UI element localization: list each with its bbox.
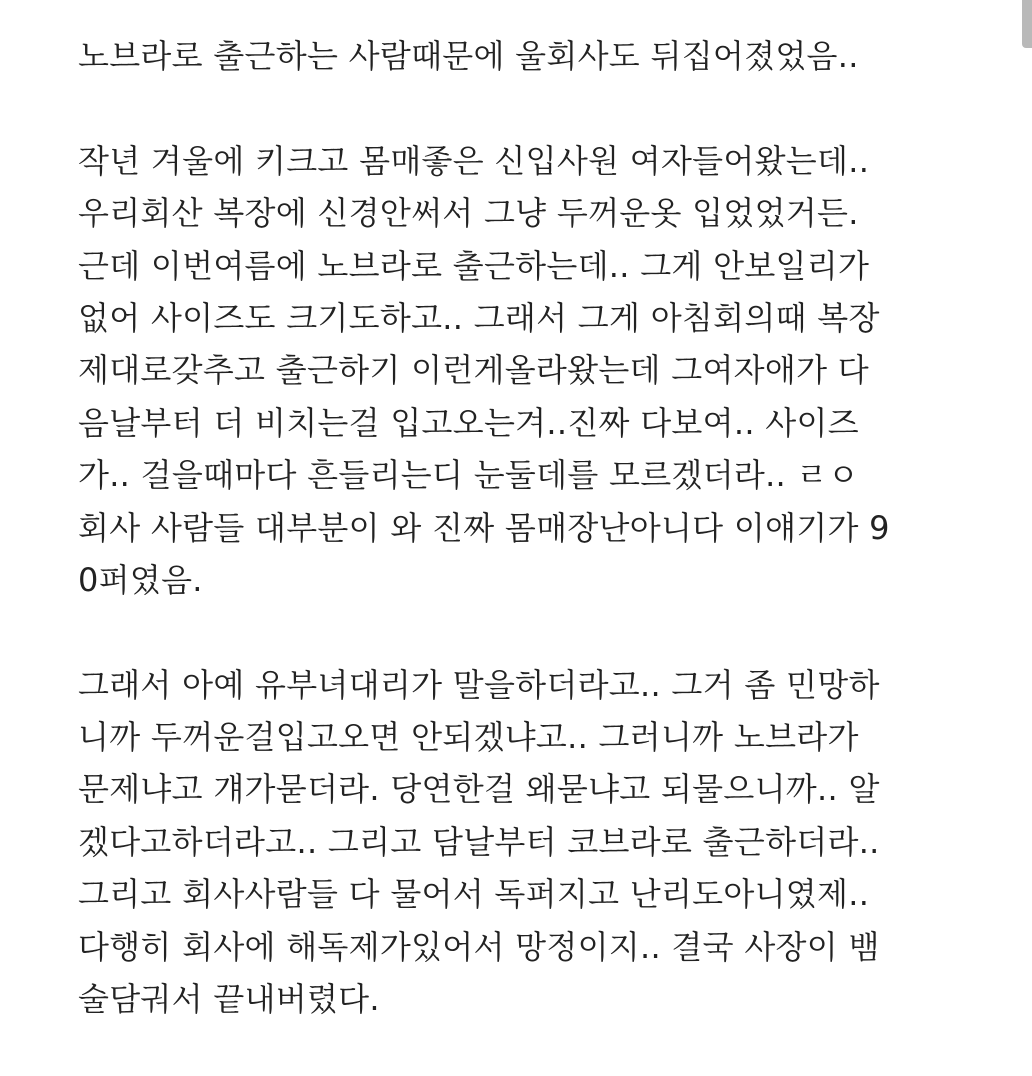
text-line: 그래서 아예 유부녀대리가 말을하더라고.. 그거 좀 민망하 (78, 665, 880, 704)
text-line: 없어 사이즈도 크기도하고.. 그래서 그게 아침회의때 복장 (78, 298, 880, 337)
text-line: 근데 이번여름에 노브라로 출근하는데.. 그게 안보일리가 (78, 246, 870, 285)
text-line: 술담궈서 끝내버렸다. (78, 980, 380, 1019)
text-line: 0퍼였음. (78, 560, 203, 599)
text-line: 가.. 걸을때마다 흔들리는디 눈둘데를 모르겠더라.. ㄹㅇ (78, 456, 859, 495)
post-body (78, 30, 1008, 1025)
paragraph-gap (78, 606, 1008, 658)
text-line: 음날부터 더 비치는걸 입고오는겨..진짜 다보여.. 사이즈 (78, 403, 859, 442)
text-line: 회사 사람들 대부분이 와 진짜 몸매장난아니다 이얘기가 9 (78, 508, 890, 547)
text-line: 그리고 회사사람들 다 물어서 독퍼지고 난리도아니였제.. (78, 875, 870, 914)
text-line: 우리회산 복장에 신경안써서 그냥 두꺼운옷 입었었거든. (78, 194, 859, 233)
text-line: 작년 겨울에 키크고 몸매좋은 신입사원 여자들어왔는데.. (78, 141, 870, 180)
text-line: 문제냐고 걔가묻더라. 당연한걸 왜묻냐고 되물으니까.. 알 (78, 770, 880, 809)
paragraph-1 (78, 30, 1008, 82)
text-line: 니까 두꺼운걸입고오면 안되겠냐고.. 그러니까 노브라가 (78, 718, 859, 757)
text-line: 겠다고하더라고.. 그리고 담날부터 코브라로 출근하더라.. (78, 822, 880, 861)
text-line: 노브라로 출근하는 사람때문에 울회사도 뒤집어졌었음.. (78, 37, 859, 75)
text-line: 다행히 회사에 해독제가있어서 망정이지.. 결국 사장이 뱀 (78, 927, 880, 966)
scrollbar-thumb[interactable] (1022, 0, 1032, 48)
paragraph-gap (78, 82, 1008, 134)
paragraph-3 (78, 659, 1008, 1026)
paragraph-2 (78, 135, 1008, 607)
text-line: 제대로갖추고 출근하기 이런게올라왔는데 그여자애가 다 (78, 351, 869, 390)
